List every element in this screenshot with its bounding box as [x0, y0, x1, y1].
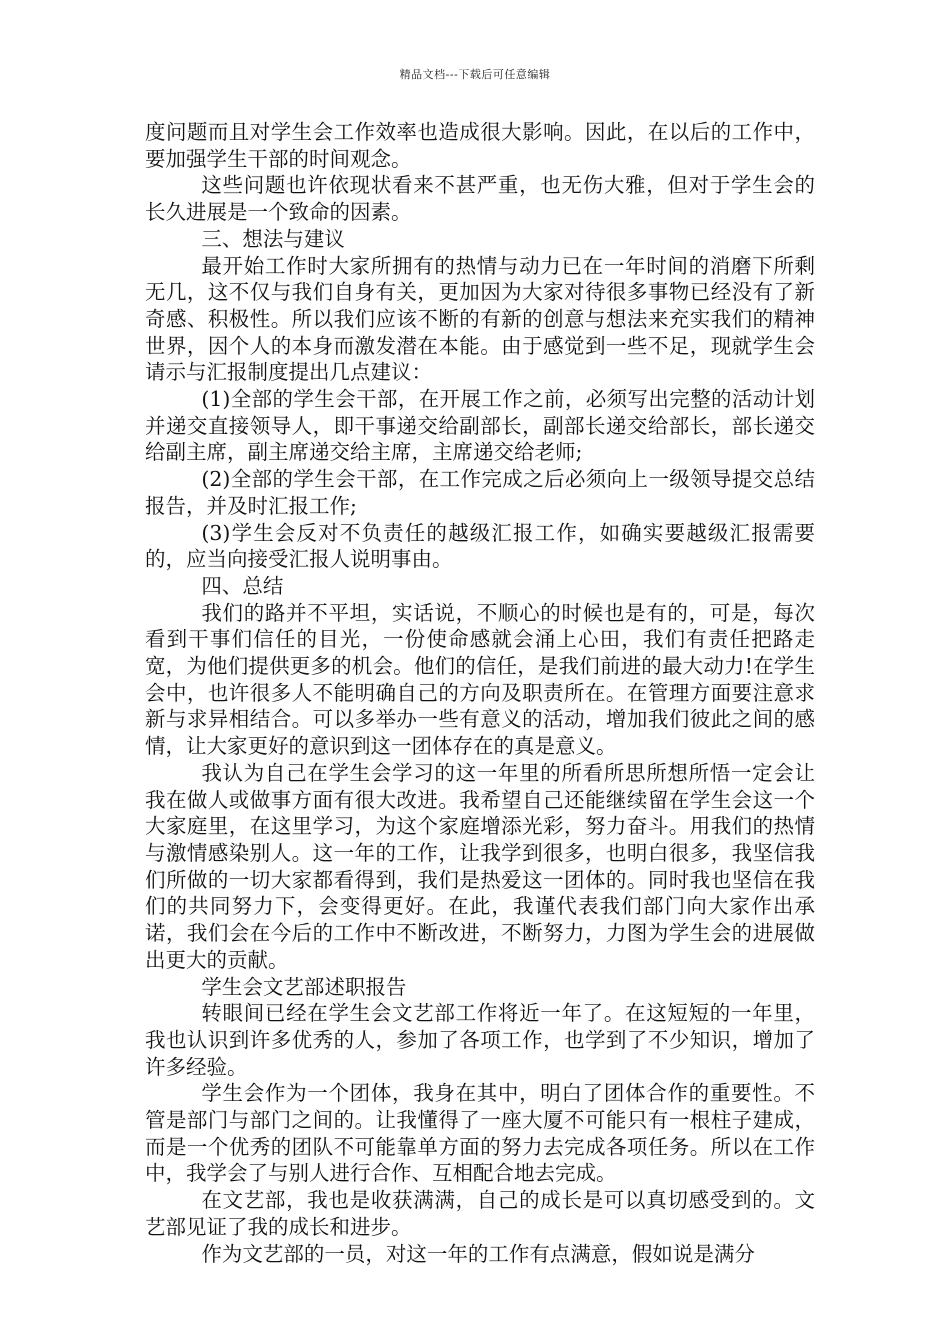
document-body	[145, 119, 815, 1267]
paragraph: 我认为自己在学生会学习的这一年里的所看所思所想所悟一定会让我在做人或做事方面有很大改进。我希望自己还能继续留在学生会这一个大家庭里，在这里学习，为这个家庭增添光彩，努力奋斗。用我们的热情与激情感染别人。这一年的工作，让我学到很多，也明白很多，我坚信我们所做的一切大家都看得到，我们是热爱这一团体的。同时我也坚信在我们的共同努力下，会变得更好。在此，我谨代表我们部门向大家作出承诺，我们会在今后的工作中不断改进，不断努力，力图为学生会的进展做出更大的贡献。	[145, 760, 815, 972]
list-item: (2)全部的学生会干部，在工作完成之后必须向上一级领导提交总结报告，并及时汇报工作;	[145, 467, 815, 518]
paragraph: 在文艺部，我也是收获满满，自己的成长是可以真切感受到的。文艺部见证了我的成长和进步。	[145, 1188, 815, 1239]
paragraph: 最开始工作时大家所拥有的热情与动力已在一年时间的消磨下所剩无几，这不仅与我们自身有关，更加因为大家对待很多事物已经没有了新奇感、积极性。所以我们应该不断的有新的创意与想法来充实我们的精神世界，因个人的本身而激发潜在本能。由于感觉到一些不足，现就学生会请示与汇报制度提出几点建议：	[145, 253, 815, 385]
paragraph: 学生会作为一个团体，我身在其中，明白了团体合作的重要性。不管是部门与部门之间的。让我懂得了一座大厦不可能只有一根柱子建成，而是一个优秀的团队不可能靠单方面的努力去完成各项任务。所以在工作中，我学会了与别人进行合作、互相配合地去完成。	[145, 1081, 815, 1186]
list-item: (1)全部的学生会干部，在开展工作之前，必须写出完整的活动计划并递交直接领导人，即干事递交给副部长，副部长递交给部长，部长递交给副主席，副主席递交给主席，主席递交给老师;	[145, 387, 815, 465]
section-heading: 四、总结	[201, 573, 284, 598]
paragraph: 这些问题也许依现状看来不甚严重，也无伤大雅，但对于学生会的长久进展是一个致命的因素。	[145, 173, 815, 225]
paragraph: 作为文艺部的一员，对这一年的工作有点满意，假如说是满分	[201, 1241, 755, 1266]
list-item: (3)学生会反对不负责任的越级汇报工作，如确实要越级汇报需要的，应当向接受汇报人说明事由。	[145, 520, 815, 572]
paragraph: 度问题而且对学生会工作效率也造成很大影响。因此，在以后的工作中，要加强学生干部的时间观念。	[145, 120, 815, 171]
page-header: 精品文档---下载后可任意编辑	[399, 68, 551, 81]
report-title: 学生会文艺部述职报告	[201, 974, 407, 999]
section-heading: 三、想法与建议	[201, 226, 345, 251]
paragraph: 转眼间已经在学生会文艺部工作将近一年了。在这短短的一年里，我也认识到许多优秀的人，参加了各项工作，也学到了不少知识，增加了许多经验。	[145, 1001, 815, 1079]
paragraph: 我们的路并不平坦，实话说，不顺心的时候也是有的，可是，每次看到干事们信任的目光，一份使命感就会涌上心田，我们有责任把路走宽，为他们提供更多的机会。他们的信任，是我们前进的最大动力!在学生会中，也许很多人不能明确自己的方向及职责所在。在管理方面要注意求新与求异相结合。可以多举办一些有意义的活动，增加我们彼此之间的感情，让大家更好的意识到这一团体存在的真是意义。	[145, 600, 815, 759]
